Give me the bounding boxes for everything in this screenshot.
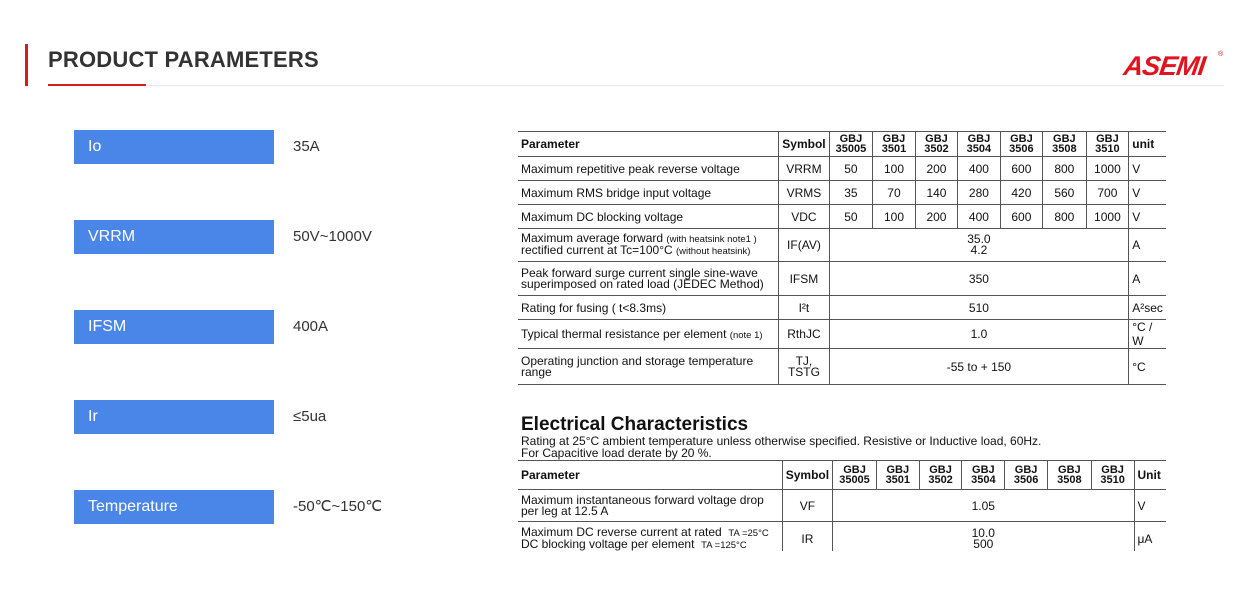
- param-label: Ir: [74, 400, 274, 434]
- table-row: [518, 490, 1166, 522]
- cell-value: 400: [958, 157, 1000, 181]
- model-header: GBJ 3501: [873, 132, 915, 157]
- title-underline: [48, 84, 146, 86]
- model-header: GBJ 3502: [915, 132, 957, 157]
- cell-value: 200: [915, 205, 957, 229]
- row-parameter: Maximum average forward (with heatsink note1 ) rectified current at Tc=100°C (without heatsink): [518, 229, 779, 262]
- table-header-row: [518, 461, 1166, 490]
- row-symbol: TJ, TSTG: [779, 349, 829, 385]
- row-parameter: Operating junction and storage temperature range: [518, 349, 779, 385]
- model-header: GBJ 3506: [1000, 132, 1042, 157]
- param-label: VRRM: [74, 220, 274, 254]
- ec-title: Electrical Characteristics: [521, 414, 749, 435]
- model-header: GBJ 35005: [833, 461, 877, 490]
- table-row: [518, 522, 1166, 552]
- cell-value: 200: [915, 157, 957, 181]
- model-header: GBJ 3510: [1091, 461, 1134, 490]
- cell-value: 140: [915, 181, 957, 205]
- row-parameter: Maximum RMS bridge input voltage: [518, 181, 779, 205]
- row-unit: μA: [1134, 522, 1166, 552]
- table-row: [518, 349, 1166, 385]
- cell-value: 280: [958, 181, 1000, 205]
- title-accent-bar: [25, 44, 28, 86]
- cell-value: 1.0: [829, 320, 1129, 349]
- row-parameter: Peak forward surge current single sine-wave superimposed on rated load (JEDEC Method): [518, 262, 779, 296]
- table-row: [518, 229, 1166, 262]
- row-unit: V: [1134, 490, 1166, 522]
- electrical-table: [518, 460, 1166, 551]
- cell-value: 400: [958, 205, 1000, 229]
- model-header: GBJ 3501: [876, 461, 919, 490]
- model-header: GBJ 3502: [919, 461, 962, 490]
- cell-value: 800: [1043, 157, 1086, 181]
- cell-value: 1.05: [833, 490, 1134, 522]
- header-parameter: Parameter: [518, 132, 779, 157]
- cell-value: 350: [829, 262, 1129, 296]
- model-header: GBJ 3506: [1005, 461, 1048, 490]
- table-row: [518, 157, 1166, 181]
- row-parameter: Maximum DC reverse current at rated TA =25°C DC blocking voltage per element TA =125°C: [518, 522, 782, 552]
- max-ratings-table: [518, 131, 1166, 385]
- param-row-io: [74, 130, 404, 164]
- row-unit: A: [1129, 262, 1166, 296]
- cell-value: 420: [1000, 181, 1042, 205]
- page-title: PRODUCT PARAMETERS: [48, 47, 319, 72]
- table-row: [518, 181, 1166, 205]
- row-symbol: VDC: [779, 205, 829, 229]
- cell-value: 600: [1000, 205, 1042, 229]
- header-unit: unit: [1129, 132, 1166, 157]
- cell-value: 35: [829, 181, 873, 205]
- param-label: Io: [74, 130, 274, 164]
- cell-value: 510: [829, 296, 1129, 320]
- table-row: [518, 296, 1166, 320]
- param-value: 400A: [293, 318, 329, 335]
- param-value: ≤5ua: [293, 408, 327, 425]
- row-unit: V: [1129, 205, 1166, 229]
- cell-value: 560: [1043, 181, 1086, 205]
- row-unit: A: [1129, 229, 1166, 262]
- model-header: GBJ 3508: [1043, 132, 1086, 157]
- cell-value: 100: [873, 157, 915, 181]
- param-row-vrrm: [74, 220, 404, 254]
- ec-table-viewport: [518, 460, 1178, 551]
- model-header: GBJ 3504: [962, 461, 1005, 490]
- registered-mark: ®: [1218, 51, 1224, 58]
- table-row: [518, 205, 1166, 229]
- row-parameter: Rating for fusing ( t<8.3ms): [518, 296, 779, 320]
- row-symbol: IR: [782, 522, 832, 552]
- row-symbol: RthJC: [779, 320, 829, 349]
- row-symbol: I²t: [779, 296, 829, 320]
- table-header-row: [518, 132, 1166, 157]
- model-header: GBJ 35005: [829, 132, 873, 157]
- row-unit: A²sec: [1129, 296, 1166, 320]
- header-unit: Unit: [1134, 461, 1166, 490]
- ec-note: For Capacitive load derate by 20 %.: [521, 446, 712, 460]
- row-symbol: VF: [782, 490, 832, 522]
- table-row: [518, 262, 1166, 296]
- cell-value: 800: [1043, 205, 1086, 229]
- header-divider: [146, 85, 1224, 86]
- cell-value: 700: [1086, 181, 1129, 205]
- param-row-ir: [74, 400, 404, 434]
- row-symbol: VRRM: [779, 157, 829, 181]
- model-header: GBJ 3508: [1047, 461, 1091, 490]
- model-header: GBJ 3510: [1086, 132, 1129, 157]
- header-symbol: Symbol: [779, 132, 829, 157]
- row-symbol: VRMS: [779, 181, 829, 205]
- cell-value: 600: [1000, 157, 1042, 181]
- cell-value: 1000: [1086, 157, 1129, 181]
- header-symbol: Symbol: [782, 461, 832, 490]
- row-parameter: Maximum instantaneous forward voltage drop per leg at 12.5 A: [518, 490, 782, 522]
- cell-value: 50: [829, 157, 873, 181]
- cell-value: -55 to + 150: [829, 349, 1129, 385]
- row-parameter: Typical thermal resistance per element (note 1): [518, 320, 779, 349]
- param-label: Temperature: [74, 490, 274, 524]
- cell-value: 100: [873, 205, 915, 229]
- param-row-ifsm: [74, 310, 404, 344]
- cell-value: 50: [829, 205, 873, 229]
- cell-value: 35.0 4.2: [829, 229, 1129, 262]
- cell-value: 1000: [1086, 205, 1129, 229]
- cell-value: 70: [873, 181, 915, 205]
- row-symbol: IFSM: [779, 262, 829, 296]
- row-unit: °C: [1129, 349, 1166, 385]
- row-unit: V: [1129, 157, 1166, 181]
- ec-note: Rating at 25°C ambient temperature unless otherwise specified. Resistive or Inductive load, 60Hz.: [521, 434, 1042, 448]
- asemi-logo: ASEMI: [1121, 51, 1207, 81]
- param-row-temperature: [74, 490, 404, 524]
- row-symbol: IF(AV): [779, 229, 829, 262]
- model-header: GBJ 3504: [958, 132, 1000, 157]
- row-unit: V: [1129, 181, 1166, 205]
- row-parameter: Maximum DC blocking voltage: [518, 205, 779, 229]
- table-row: [518, 320, 1166, 349]
- cell-value: 10.0 500: [833, 522, 1134, 552]
- header-parameter: Parameter: [518, 461, 782, 490]
- param-value: -50℃~150℃: [293, 498, 383, 515]
- row-parameter: Maximum repetitive peak reverse voltage: [518, 157, 779, 181]
- param-value: 50V~1000V: [293, 228, 372, 245]
- param-label: IFSM: [74, 310, 274, 344]
- row-unit: °C / W: [1129, 320, 1166, 349]
- param-value: 35A: [293, 138, 320, 155]
